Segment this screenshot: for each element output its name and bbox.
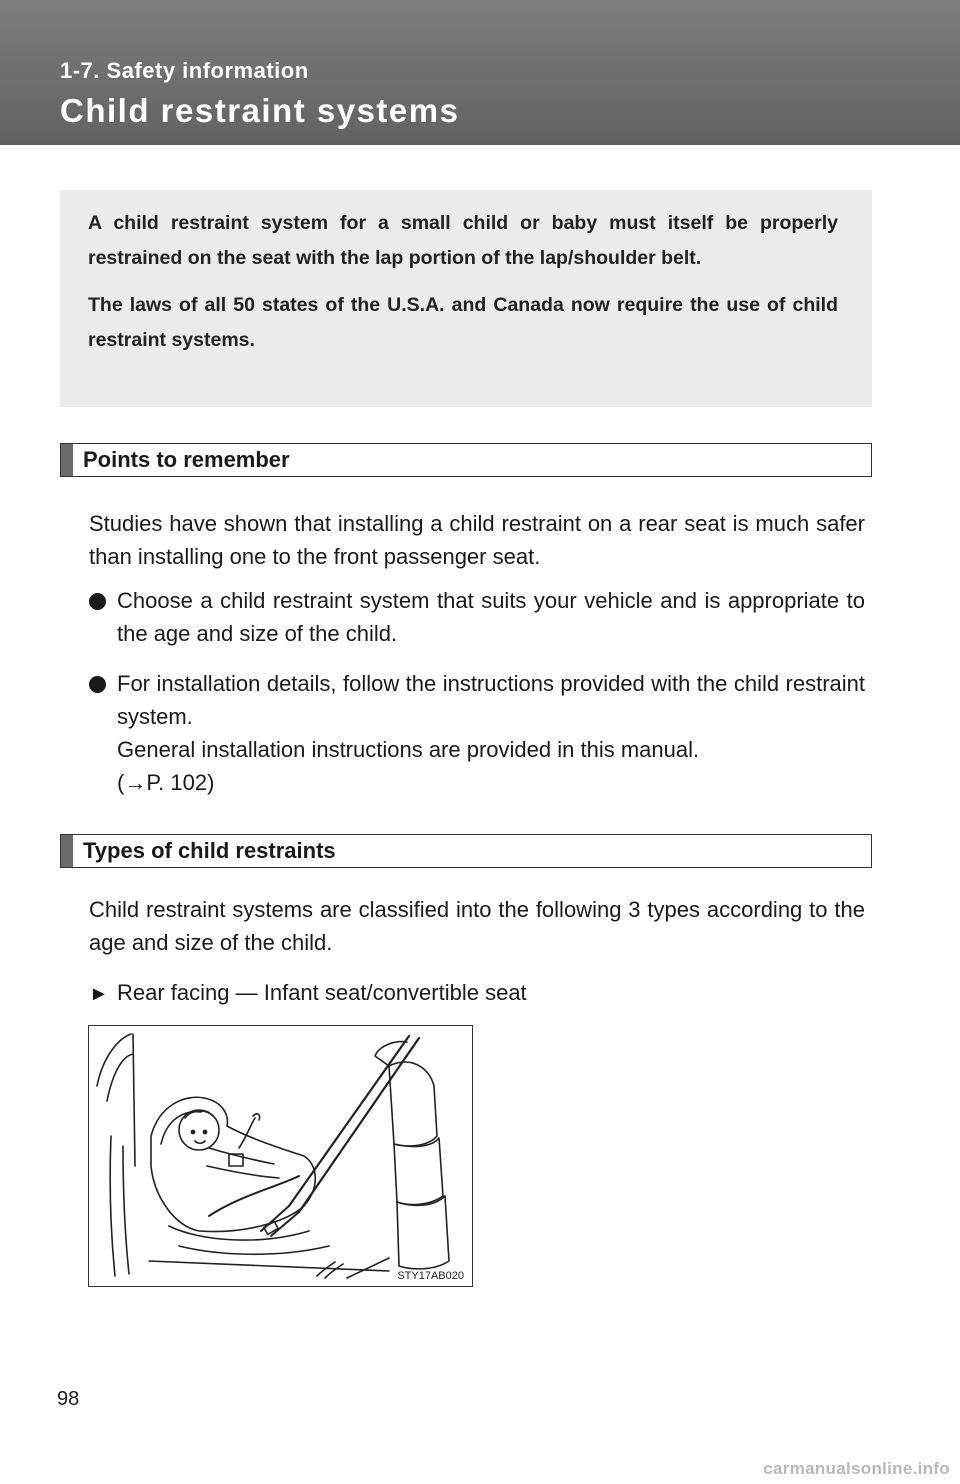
types-body-text: Child restraint systems are classified into the following 3 types according to the age and size of the child. [89, 897, 865, 955]
section-label: 1-7. Safety information [60, 58, 309, 83]
bullet-text [117, 667, 865, 799]
bullet-item [89, 667, 865, 799]
intro-box [60, 190, 872, 407]
general-note: General installation instructions are provided in this manual. [117, 737, 700, 762]
bullet-item [89, 584, 865, 650]
points-body-text: Studies have shown that installing a child restraint on a rear seat is much safer than installing one to the front passenger seat. [89, 511, 865, 569]
subheading-bar [61, 835, 73, 867]
type-item-label: Rear facing — Infant seat/convertible seat [117, 980, 527, 1005]
intro-paragraph-1: A child restraint system for a small child or baby must itself be properly restrained on the seat with the lap portion of the lap/shoulder belt. [88, 212, 838, 269]
page-reference-link[interactable]: (→P. 102) [117, 770, 215, 795]
infant-seat-illustration [89, 1026, 473, 1287]
intro-paragraph-2: The laws of all 50 states of the U.S.A. and Canada now require the use of child restraint systems. [88, 294, 838, 351]
page-title: Child restraint systems [60, 92, 460, 129]
figure-rear-facing-seat [88, 1025, 473, 1287]
subheading-points-to-remember [60, 443, 872, 477]
bullet-icon [89, 676, 106, 693]
bullet-text: Choose a child restraint system that suits your vehicle and is appropriate to the age and size of the child. [117, 588, 865, 646]
page-number: 98 [57, 1388, 80, 1410]
subheading-text: Points to remember [83, 447, 290, 472]
bullet-icon [89, 593, 106, 610]
arrow-right-icon: ► [89, 983, 109, 1005]
subheading-text: Types of child restraints [83, 838, 336, 863]
subheading-bar [61, 444, 73, 476]
watermark: carmanualsonline.info [763, 1459, 950, 1478]
figure-code: STY17AB020 [397, 1270, 464, 1282]
type-item-rear-facing [89, 976, 527, 1011]
page-header [0, 0, 960, 145]
subheading-types [60, 834, 872, 868]
bullet-text-line: For installation details, follow the instructions provided with the child restraint system. [117, 671, 865, 729]
